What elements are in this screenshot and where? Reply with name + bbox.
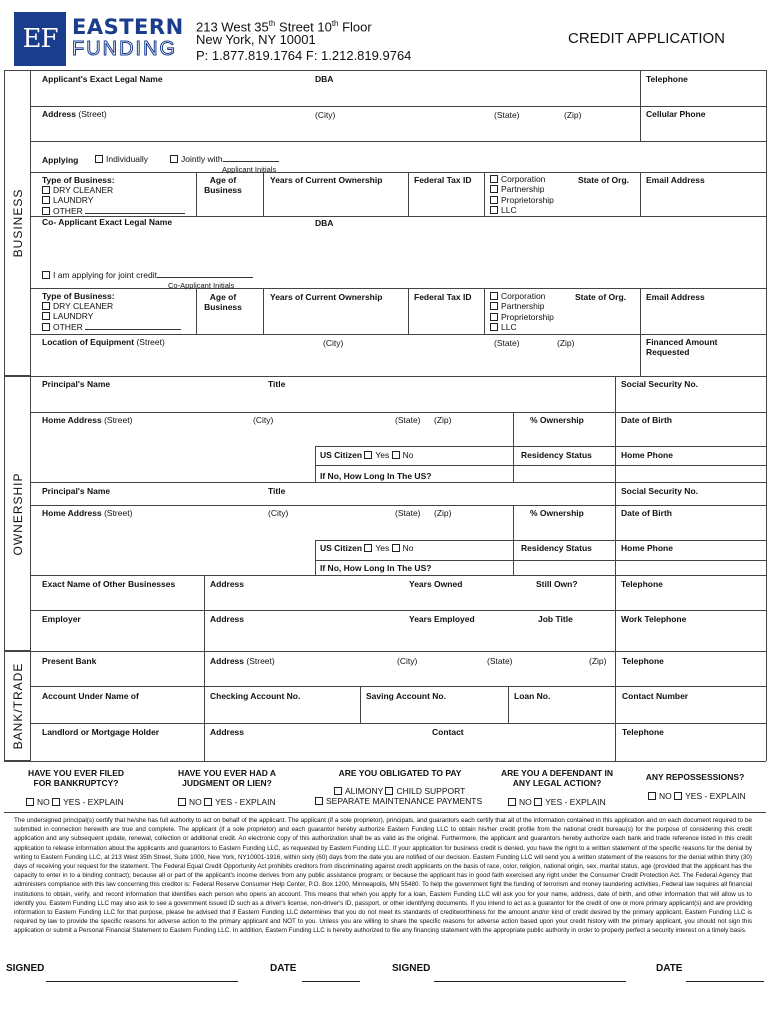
years-ownership-label: Years of Current Ownership [270,175,383,185]
co-email-label: Email Address [646,292,705,302]
entity-type-group [490,174,554,215]
job-title-label: Job Title [538,614,573,624]
obligated-options: ALIMONY CHILD SUPPORT [334,786,465,796]
home-address2-label: Home Address (Street) [42,508,133,518]
co-dry-cleaner-option[interactable]: DRY CLEANER [42,301,181,311]
date-line-1[interactable] [302,981,360,982]
logo-wordmark-bottom: FUNDING [72,38,178,60]
residency-label: Residency Status [521,450,592,460]
us-citizen-group: US Citizen Yes No [320,450,414,460]
principal-title-label: Title [268,379,286,389]
company-phone-fax: P: 1.877.819.1764 F: 1.212.819.9764 [196,48,412,63]
other-option[interactable]: OTHER [42,206,185,216]
section-business [4,70,31,376]
dob-label: Date of Birth [621,415,672,425]
landlord-telephone-label: Telephone [622,727,664,737]
co-corporation-option[interactable]: Corporation [490,291,554,301]
employer-address-label: Address [210,614,245,624]
principal2-title-label: Title [268,486,286,496]
repossessions-question: ANY REPOSSESSIONS? [645,772,745,782]
signature-line-2[interactable] [434,981,626,982]
location-equipment-label: Location of Equipment (Street) [42,337,165,347]
state-of-org-label: State of Org. [578,175,630,185]
child-support-checkbox[interactable] [385,787,393,795]
partnership-option[interactable]: Partnership [490,184,554,194]
co-type-of-business-group: Type of Business: DRY CLEANER LAUNDRY OTHER [42,291,181,332]
legal-disclosure: The undersigned principal(s) certify that he/she has full authority to act on behalf of the applicant. The applicant (if a sole proprietor), principals, and guarantors each certify that all of the information contained in this application and on each document required to be submitted in connection herewith are true and complete. The applicant (if a sole proprietor) and each guarantor hereby authorize Eastern Funding LLC to obtain his/her credit profile from the national credit bureau(s) for the purpose of considering this credit application and any subsequent update, renewal, collection or additional credit. An electronic copy of this authorization shall be as valid as the original. Furthermore, the applicant and guarantors hereby authorize each bank and trade reference listed in this credit application to release information about the applicants and guarantors to Eastern Funding LLC, as requested by Eastern Funding LLC. If your application for business credit is denied, you have the right to a written statement of the specific reasons for the denial by writing to Eastern Funding LLC, at 213 West 35th Street, Suite 1000, New York, NY10001-1916, within sixty (60) days from the date you are notified of our decision. Eastern Funding LLC will send you a written statement of the reasons for the denial within thirty (30) days of receiving your request for the statement. The Federal Equal Credit Opportunity Act prohibits creditors from discriminating against credit applicants on the basis of race, color, religion, national origin, sex, marital status, age (provided that the applicant has the capacity to enter in to a binding contract); because all or part of the applicant's income derives from any public assistance program; or because the applicant has in good faith exercised any right under the Consumer Credit Protection Act. The Federal Agency that administers compliance with this law concerning this creditor is: Federal Reserve Consumer Help Center, P.O. Box 1200, Minneapolis, MN 55480. To help the government fight the funding of terrorism and money laundering activities, Federal law requires all financial institutions to obtain, verify, and record information that identifies each person who opens an account. This means that when you apply for a loan, Eastern Funding LLC will ask you for your name, address, date of birth, and other information that will allow us to identify you. Eastern Funding LLC may also ask to see a government issued ID such as a driver's license, non-driver's ID, passport, or other identifying documents. If you intend to act as a guarantor for the credit of one or more primary applicant(s) and are providing information to Eastern Funding LLC for that purpose, please be advised that if Eastern Funding LLC determines that you do not meet its standards of creditworthiness for the amount and/or kind of credit desired by the primary applicant, Eastern Funding LLC is required by law to provide the specific reasons for adverse action to the primary applicant and NOT to you. Unless you are willing to share the specific reasons for adverse action based upon your credit history with the primary applicant, you should not sign this application or submit a Personal Financial Statement to Eastern Funding LLC. In addition, Eastern Funding LLC is hereby authorized to file any financing statement with the appropriate public authority in order to properly perfect a security interest on a timely basis. [14,817,752,935]
still-own-label: Still Own? [536,579,578,589]
citizen-yes-checkbox[interactable] [364,451,372,459]
defendant-question: ARE YOU A DEFENDANT IN ANY LEGAL ACTION? [500,768,614,788]
alimony-checkbox[interactable] [334,787,342,795]
signed-label-2: SIGNED [392,963,431,974]
co-proprietorship-option[interactable]: Proprietorship [490,312,554,322]
age-of-business-label: Age of Business [204,175,242,195]
work-telephone-label: Work Telephone [621,614,687,624]
laundry-option[interactable]: LAUNDRY [42,195,185,205]
citizen2-yes-checkbox[interactable] [364,544,372,552]
co-dba-label: DBA [315,218,334,228]
landlord-contact-label: Contact [432,727,464,737]
form-title: CREDIT APPLICATION [568,30,725,47]
present-bank-label: Present Bank [42,656,97,666]
separate-maintenance-checkbox[interactable] [315,797,323,805]
judgment-question: HAVE YOU EVER HAD A JUDGMENT OR LIEN? [177,768,277,788]
co-applicant-initials-label: Co-Applicant Initials [168,281,235,290]
separate-maintenance-option[interactable]: SEPARATE MAINTENANCE PAYMENTS [315,796,482,806]
judgment-options: NO YES - EXPLAIN [178,797,276,807]
home2-zip-label: (Zip) [434,508,452,518]
city-label: (City) [315,110,336,120]
co-state-of-org-label: State of Org. [575,292,627,302]
home-phone2-label: Home Phone [621,543,673,553]
principal2-name-label: Principal's Name [42,486,111,496]
joint-credit-checkbox[interactable] [42,271,50,279]
ownership2-pct-label: % Ownership [530,508,584,518]
bank-city-label: (City) [397,656,418,666]
proprietorship-option[interactable]: Proprietorship [490,195,554,205]
signed-label-1: SIGNED [6,963,45,974]
signature-line-1[interactable] [46,981,238,982]
cellular-phone-label: Cellular Phone [646,109,706,119]
employer-label: Employer [42,614,81,624]
equipment-city-label: (City) [323,338,344,348]
how-long2-label: If No, How Long In The US? [320,563,432,573]
date-label-2: DATE [656,963,683,974]
co-entity-type-group [490,291,554,332]
bankruptcy-yes-checkbox[interactable] [52,798,60,806]
applying-label: Applying [42,155,79,165]
citizen-no-checkbox[interactable] [392,451,400,459]
co-age-of-business-label: Age of Business [204,292,242,312]
jointly-option[interactable]: Jointly with [170,154,279,164]
years-owned-label: Years Owned [409,579,463,589]
applicant-initials-label: Applicant Initials [222,165,277,174]
bank-address-label: Address (Street) [210,656,275,666]
bankruptcy-no-checkbox[interactable] [26,798,34,806]
bankruptcy-options: NO YES - EXPLAIN [26,797,124,807]
checking-account-label: Checking Account No. [210,691,301,701]
company-address-line1: 213 West 35th Street 10th Floor [196,19,372,35]
judgment-no-checkbox[interactable] [178,798,186,806]
ssn-label: Social Security No. [621,379,698,389]
logo-wordmark-top: EASTERN [72,15,184,39]
bankruptcy-question: HAVE YOU EVER FILED FOR BANKRUPTCY? [27,768,125,788]
llc-option[interactable]: LLC [490,205,554,215]
co-llc-option[interactable]: LLC [490,322,554,332]
bank-zip-label: (Zip) [589,656,607,666]
defendant-no-checkbox[interactable] [508,798,516,806]
how-long-label: If No, How Long In The US? [320,471,432,481]
individually-checkbox[interactable] [95,155,103,163]
address-label: Address (Street) [42,109,107,119]
home-address-label: Home Address (Street) [42,415,133,425]
obligated-question: ARE YOU OBLIGATED TO PAY [338,768,462,778]
section-banktrade-label: BANK/TRADE [10,662,25,750]
date-line-2[interactable] [686,981,764,982]
repossessions-yes-checkbox[interactable] [674,792,682,800]
jointly-checkbox[interactable] [170,155,178,163]
repossessions-options: NO YES - EXPLAIN [648,791,746,801]
legal-name-label: Applicant's Exact Legal Name [42,74,163,84]
repossessions-no-checkbox[interactable] [648,792,656,800]
logo-mark: EF [14,12,66,66]
co-years-ownership-label: Years of Current Ownership [270,292,383,302]
bank-telephone-label: Telephone [622,656,664,666]
section-business-label: BUSINESS [10,188,25,258]
account-under-name-label: Account Under Name of [42,691,139,701]
defendant-yes-checkbox[interactable] [534,798,542,806]
citizen2-no-checkbox[interactable] [392,544,400,552]
company-address-line2: New York, NY 10001 [196,32,316,47]
home-state-label: (State) [395,415,421,425]
loan-no-label: Loan No. [514,691,551,701]
contact-number-label: Contact Number [622,691,689,701]
us-citizen2-group: US Citizen Yes No [320,543,414,553]
home-zip-label: (Zip) [434,415,452,425]
dba-label: DBA [315,74,334,84]
type-of-business-group: Type of Business: DRY CLEANER LAUNDRY OTHER [42,175,185,216]
dry-cleaner-option[interactable]: DRY CLEANER [42,185,185,195]
equipment-state-label: (State) [494,338,520,348]
zip-label: (Zip) [564,110,582,120]
dob2-label: Date of Birth [621,508,672,518]
home-city-label: (City) [253,415,274,425]
judgment-yes-checkbox[interactable] [204,798,212,806]
email-label: Email Address [646,175,705,185]
joint-credit-option[interactable]: I am applying for joint credit [42,270,253,280]
federal-tax-id-label: Federal Tax ID [414,175,472,185]
residency2-label: Residency Status [521,543,592,553]
defendant-options: NO YES - EXPLAIN [508,797,606,807]
co-other-option[interactable]: OTHER [42,322,181,332]
landlord-label: Landlord or Mortgage Holder [42,727,160,737]
individually-option[interactable]: Individually [95,154,148,164]
section-banktrade [4,651,31,761]
ssn2-label: Social Security No. [621,486,698,496]
home2-state-label: (State) [395,508,421,518]
other-business-address-label: Address [210,579,245,589]
landlord-address-label: Address [210,727,245,737]
section-ownership-label: OWNERSHIP [10,471,25,556]
other-businesses-label: Exact Name of Other Businesses [42,579,176,589]
section-ownership [4,376,31,651]
co-partnership-option[interactable]: Partnership [490,301,554,311]
bank-state-label: (State) [487,656,513,666]
equipment-zip-label: (Zip) [557,338,575,348]
home2-city-label: (City) [268,508,289,518]
corporation-option[interactable]: Corporation [490,174,554,184]
date-label-1: DATE [270,963,297,974]
home-phone-label: Home Phone [621,450,673,460]
saving-account-label: Saving Account No. [366,691,446,701]
co-laundry-option[interactable]: LAUNDRY [42,311,181,321]
years-employed-label: Years Employed [409,614,475,624]
financed-amount-label: Financed Amount Requested [646,337,718,357]
state-label: (State) [494,110,520,120]
co-applicant-name-label: Co- Applicant Exact Legal Name [42,217,173,227]
principal-name-label: Principal's Name [42,379,111,389]
other-business-telephone-label: Telephone [621,579,663,589]
ownership-pct-label: % Ownership [530,415,584,425]
co-federal-tax-id-label: Federal Tax ID [414,292,472,302]
telephone-label: Telephone [646,74,688,84]
